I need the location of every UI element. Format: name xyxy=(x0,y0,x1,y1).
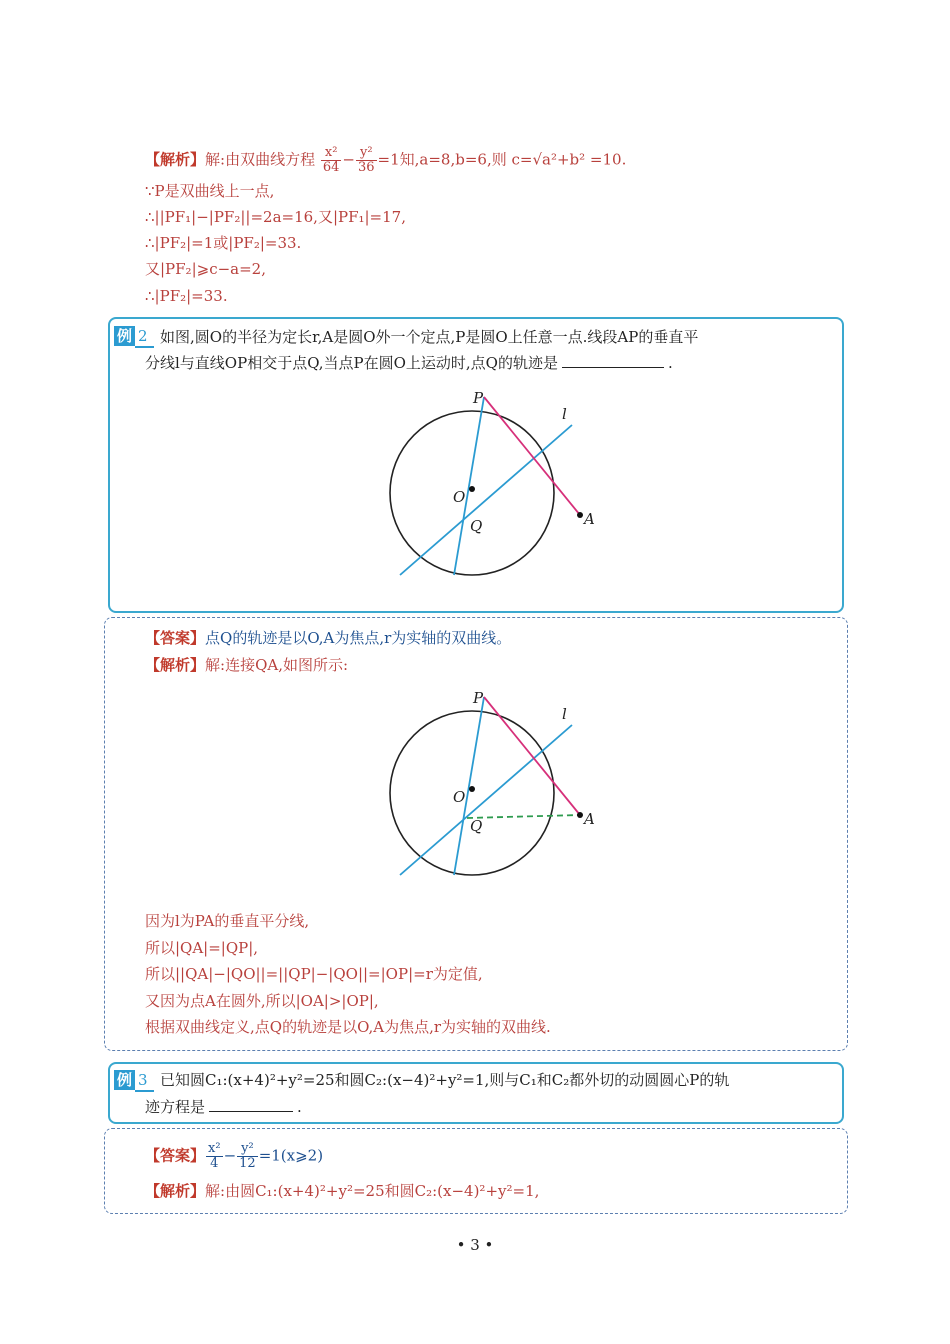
solution-3-analysis: 【解析】解:由圆C₁:(x+4)²+y²=25和圆C₂:(x−4)²+y²=1, xyxy=(145,1182,540,1200)
label-o: O xyxy=(453,788,466,806)
circle-o xyxy=(390,411,554,575)
analysis-tag: 【解析】 xyxy=(145,150,206,169)
page-number: • 3 • xyxy=(456,1236,494,1254)
label-p: P xyxy=(473,689,484,707)
top-solution-line-5: 又|PF₂|⩾c−a=2, xyxy=(145,260,266,278)
solution-2-line-3: 所以||QA|−|QO||=||QP|−|QO||=|OP|=r为定值, xyxy=(145,965,483,983)
answer-tag: 【答案】 xyxy=(145,629,206,647)
fraction-y2-over-36: $\frac{\text{y²}}{36}$ xyxy=(357,145,375,175)
line-l xyxy=(400,425,572,575)
top-solution-line-4: ∴|PF₂|=1或|PF₂|=33. xyxy=(145,234,302,252)
analysis-tag: 【解析】 xyxy=(145,656,206,674)
solution-2-analysis-intro: 【解析】解:连接QA,如图所示: xyxy=(145,656,349,674)
example-2-line-1: 如图,圆O的半径为定长r,A是圆O外一个定点,P是圆O上任意一点.线段AP的垂直平 xyxy=(160,328,699,346)
label-a: A xyxy=(584,510,595,528)
analysis-tag: 【解析】 xyxy=(145,1182,206,1200)
solution-2-line-4: 又因为点A在圆外,所以|OA|>|OP|, xyxy=(145,992,379,1010)
label-q: Q xyxy=(470,817,483,835)
top-solution-line-1: 【解析】解:由双曲线方程 $\frac{\text{x²}}{64}$ − $\frac{\text{y²}}{36}$ =1知,a=8,b=6,则 c=√a²+b² =10. xyxy=(145,145,627,175)
circle-o xyxy=(390,711,554,875)
example-3-label: 例 3 xyxy=(114,1070,154,1092)
line-op xyxy=(454,697,484,875)
top-solution-line-3: ∴||PF₁|−|PF₂||=2a=16,又|PF₁|=17, xyxy=(145,208,406,226)
label-a: A xyxy=(584,810,595,828)
point-o xyxy=(469,786,475,792)
label-o: O xyxy=(453,488,466,506)
line-l xyxy=(400,725,572,875)
label-q: Q xyxy=(470,517,483,535)
fraction-x2-over-4: $\frac{\text{x²}}{4}$ xyxy=(208,1141,221,1171)
solution-2-line-1: 因为l为PA的垂直平分线, xyxy=(145,912,310,930)
fraction-x2-over-64: $\frac{\text{x²}}{64}$ xyxy=(322,145,340,175)
answer-blank xyxy=(209,1097,293,1112)
point-a xyxy=(577,512,583,518)
example-3-line-1: 已知圆C₁:(x+4)²+y²=25和圆C₂:(x−4)²+y²=1,则与C₁和C₂都外切的动圆圆心P的轨 xyxy=(160,1071,730,1089)
label-l: l xyxy=(562,705,567,723)
solution-3-answer: 【答案】 $\frac{\text{x²}}{4}$ − $\frac{\text{y²}}{12}$ =1(x⩾2) xyxy=(145,1141,324,1171)
example-2-label: 例 2 xyxy=(114,326,154,348)
answer-blank xyxy=(562,353,664,368)
segment-qa-dashed xyxy=(467,815,580,818)
label-p: P xyxy=(473,389,484,407)
solution-2-figure xyxy=(380,685,610,880)
solution-2-line-5: 根据双曲线定义,点Q的轨迹是以O,A为焦点,r为实轴的双曲线. xyxy=(145,1018,551,1036)
example-2-line-2: 分线l与直线OP相交于点Q,当点P在圆O上运动时,点Q的轨迹是 . xyxy=(145,354,673,372)
example-2-figure xyxy=(380,385,610,580)
solution-2-answer: 【答案】点Q的轨迹是以O,A为焦点,r为实轴的双曲线。 xyxy=(145,629,512,647)
label-l: l xyxy=(562,405,567,423)
point-o xyxy=(469,486,475,492)
line-op xyxy=(454,397,484,575)
top-solution-line-2: ∵P是双曲线上一点, xyxy=(145,182,275,200)
answer-tag: 【答案】 xyxy=(145,1146,206,1165)
example-3-line-2: 迹方程是 . xyxy=(145,1098,302,1116)
point-a xyxy=(577,812,583,818)
top-solution-line-6: ∴|PF₂|=33. xyxy=(145,287,228,305)
solution-2-line-2: 所以|QA|=|QP|, xyxy=(145,939,259,957)
fraction-y2-over-12: $\frac{\text{y²}}{12}$ xyxy=(239,1141,256,1171)
